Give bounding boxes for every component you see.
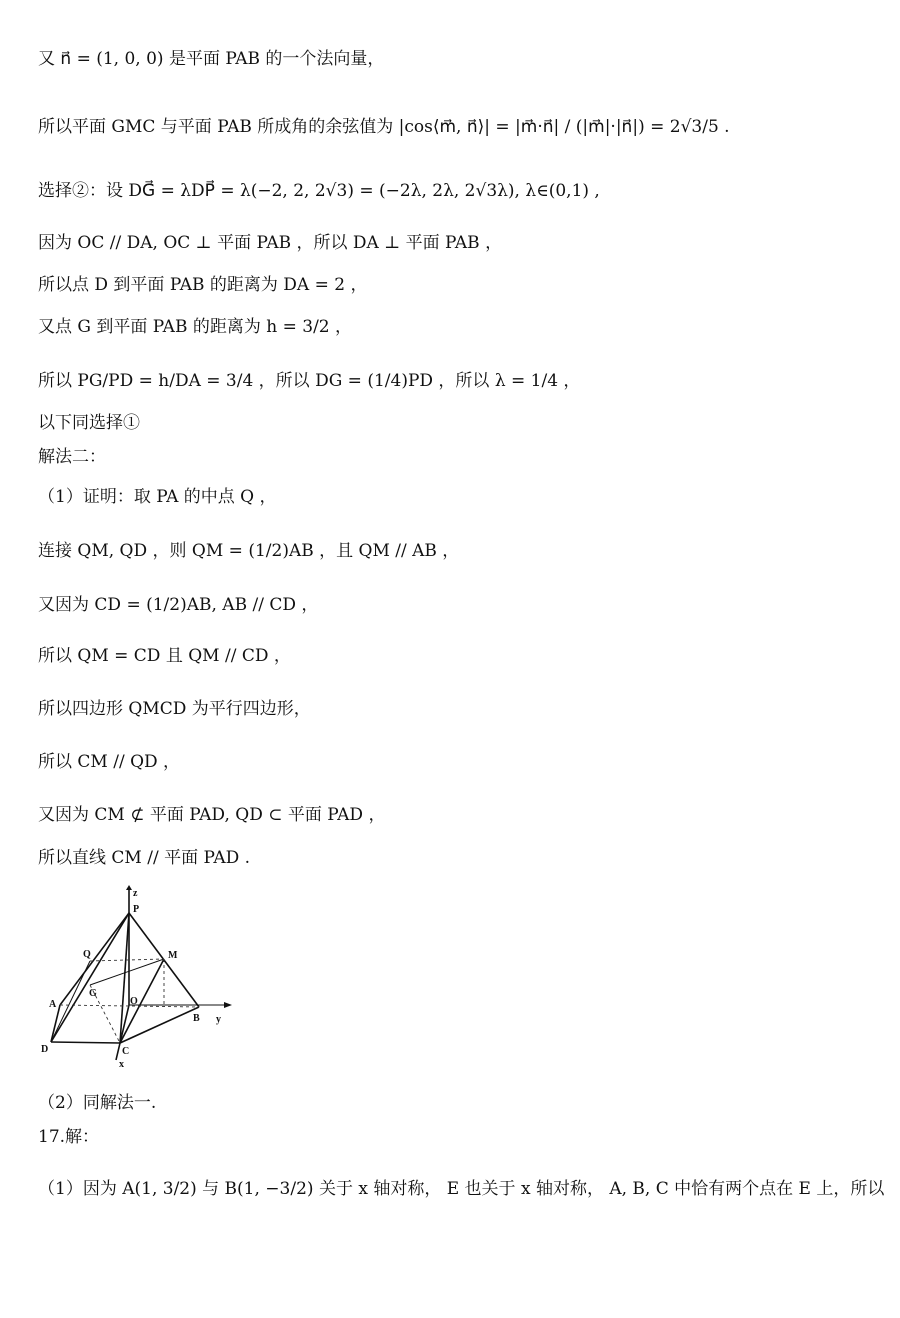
edge-QD [51,961,90,1042]
text-line-15: 所以 CM // QD ， [38,752,181,772]
text-line-14: 所以四边形 QMCD 为平行四边形， [38,699,311,719]
edge-PD [51,913,129,1042]
text-line-9: 解法二： [38,447,106,467]
label-x: x [119,1059,124,1070]
pyramid-figure [36,885,246,1075]
label-B: B [193,1013,200,1024]
edge-CM [120,959,164,1043]
text-line-18: （2）同解法一. [38,1093,157,1113]
label-G: G [89,988,97,999]
y-axis-arrow [224,1002,232,1008]
text-line-1: 又 n⃗ = (1, 0, 0) 是平面 PAB 的一个法向量， [38,49,385,69]
text-line-17: 所以直线 CM // 平面 PAD . [38,848,251,868]
text-line-4: 因为 OC // DA, OC ⊥ 平面 PAB ，所以 DA ⊥ 平面 PAB ， [38,233,503,253]
text-line-11: 连接 QM, QD ，则 QM = (1/2)AB ，且 QM // AB ， [38,541,460,561]
label-C: C [122,1046,130,1057]
text-line-19: 17.解： [38,1127,100,1147]
label-A: A [49,999,57,1010]
edge-CB [120,1007,199,1043]
text-line-5: 所以点 D 到平面 PAB 的距离为 DA = 2 ， [38,275,368,295]
edge-DC [51,1042,120,1043]
label-Q: Q [83,949,91,960]
label-y: y [216,1014,221,1025]
text-line-2: 所以平面 GMC 与平面 PAB 所成角的余弦值为 |cos⟨m⃗, n⃗⟩| = |m⃗·n⃗| / (|m⃗|·|n⃗|) = 2√3/5 . [38,117,730,137]
label-M: M [168,950,178,961]
text-line-6: 又点 G 到平面 PAB 的距离为 h = 3/2 ， [38,317,353,337]
text-line-13: 所以 QM = CD 且 QM // CD ， [38,646,291,666]
text-line-7: 所以 PG/PD = h/DA = 3/4 ，所以 DG = (1/4)PD ，所以 λ = 1/4 ， [38,371,581,391]
text-line-20: （1）因为 A(1, 3/2) 与 B(1, −3/2) 关于 x 轴对称， E 也关于 x 轴对称， A, B, C 中恰有两个点在 E 上，所以 [38,1179,885,1199]
label-D: D [41,1044,49,1055]
edge-AD [51,1005,60,1042]
label-P: P [133,904,140,915]
z-axis-arrow [126,885,132,890]
text-line-3: 选择②：设 DG⃗ = λDP⃗ = λ(−2, 2, 2√3) = (−2λ, 2λ, 2√3λ), λ∈(0,1) , [38,181,600,201]
label-z: z [133,888,138,899]
label-O: O [130,996,138,1007]
text-line-10: （1）证明：取 PA 的中点 Q ， [38,487,277,507]
text-line-12: 又因为 CD = (1/2)AB, AB // CD ， [38,595,319,615]
text-line-16: 又因为 CM ⊄ 平面 PAD, QD ⊂ 平面 PAD ， [38,805,386,825]
text-line-8: 以下同选择① [38,413,140,433]
